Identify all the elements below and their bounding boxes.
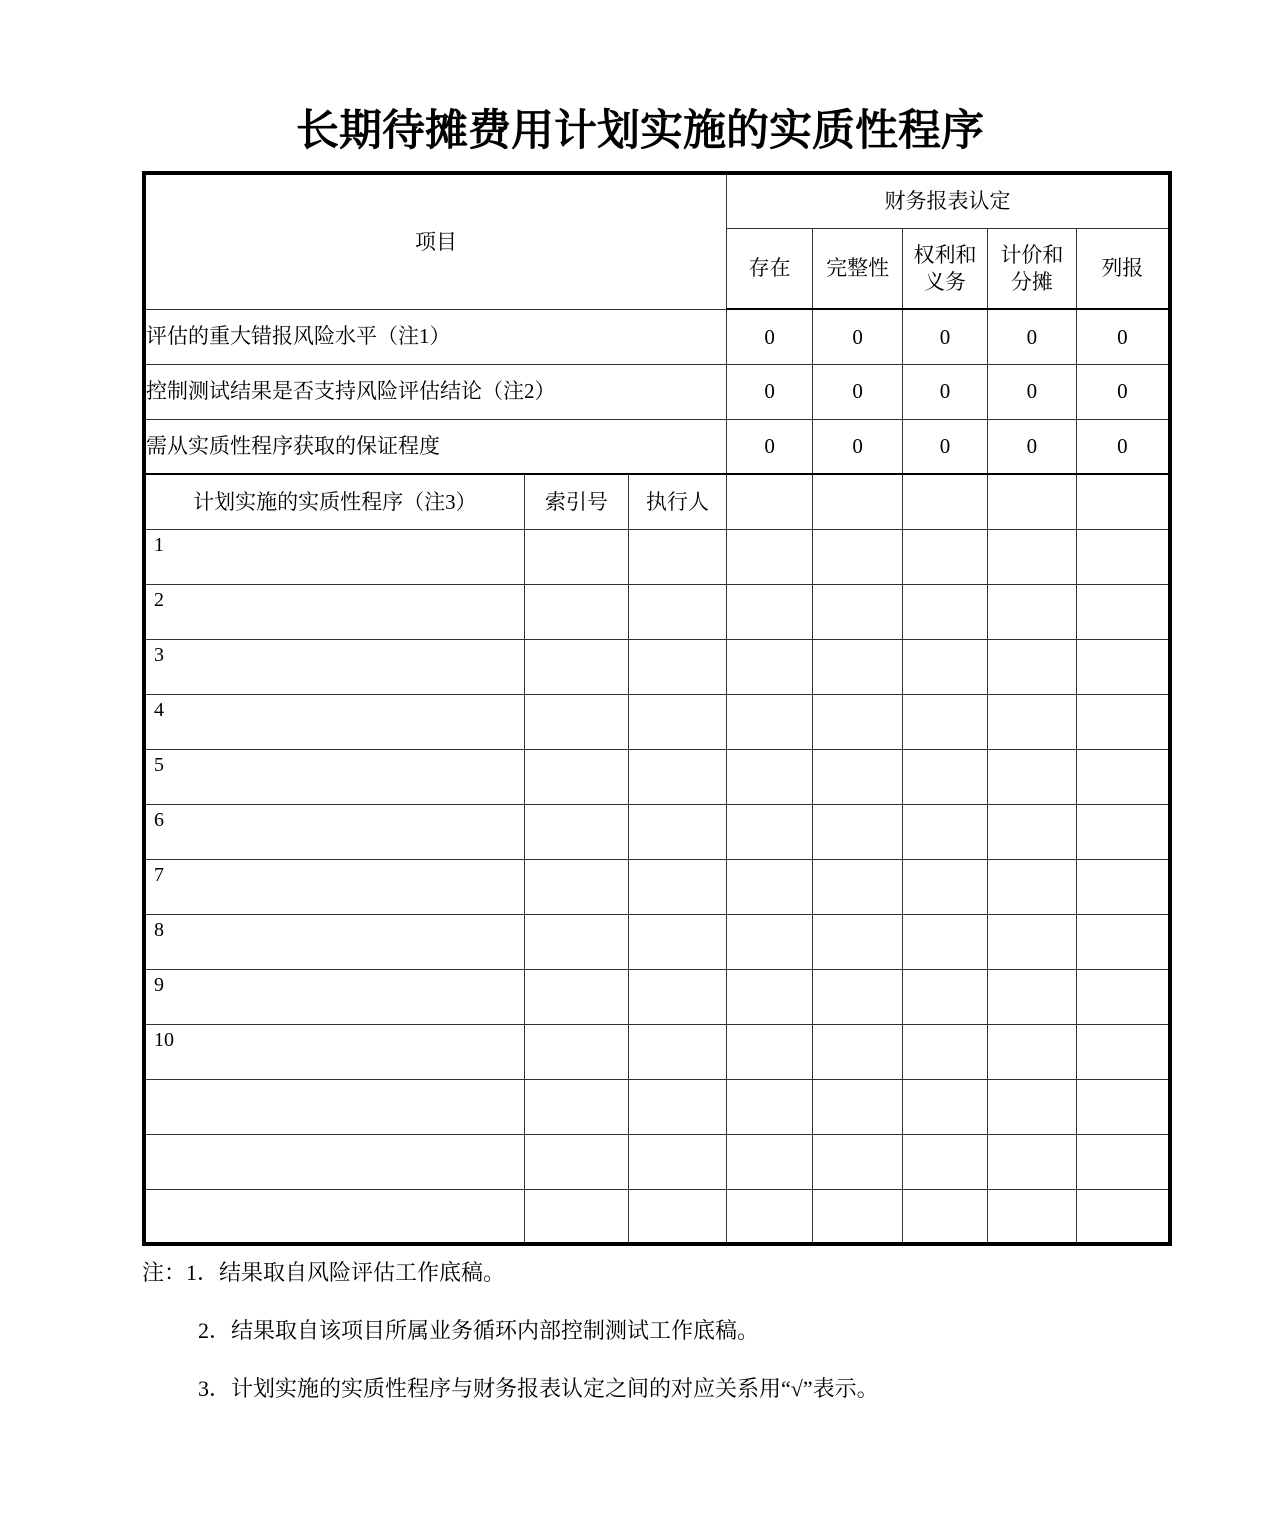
table-row	[144, 859, 1170, 914]
cell-assertion[interactable]	[902, 804, 987, 859]
procedure-number[interactable]: 2	[144, 584, 524, 639]
cell-assertion[interactable]	[902, 584, 987, 639]
cell-assertion[interactable]	[813, 1079, 903, 1134]
cell-value[interactable]: 0	[726, 419, 812, 474]
cell-assertion[interactable]	[813, 639, 903, 694]
cell-assertion[interactable]	[1076, 969, 1170, 1024]
cell-value[interactable]: 0	[988, 309, 1076, 364]
procedure-number[interactable]	[144, 1189, 524, 1244]
cell-value[interactable]: 0	[726, 309, 812, 364]
procedure-number[interactable]: 10	[144, 1024, 524, 1079]
row-label-control-test-supports-risk: 控制测试结果是否支持风险评估结论（注2）	[144, 364, 726, 419]
cell-value[interactable]: 0	[813, 419, 903, 474]
table-row	[144, 1079, 1170, 1134]
cell-assertion[interactable]	[988, 804, 1076, 859]
cell-value[interactable]: 0	[902, 419, 987, 474]
cell-assertion[interactable]	[813, 804, 903, 859]
cell-assertion[interactable]	[1076, 1079, 1170, 1134]
row-label-assessed-risk-level: 评估的重大错报风险水平（注1）	[144, 309, 726, 364]
cell-assertion[interactable]	[988, 529, 1076, 584]
cell-assertion[interactable]	[1076, 584, 1170, 639]
subheader-planned-procedures-label: 计划实施的实质性程序（注3）	[144, 474, 524, 529]
table-row	[144, 419, 1170, 474]
cell-assertion[interactable]	[1076, 859, 1170, 914]
cell-assertion[interactable]	[813, 1189, 903, 1244]
cell-assertion[interactable]	[988, 1024, 1076, 1079]
procedure-number[interactable]: 9	[144, 969, 524, 1024]
cell-executor[interactable]	[629, 584, 727, 639]
cell-assertion[interactable]	[988, 694, 1076, 749]
table-row	[144, 804, 1170, 859]
notes-section	[142, 1262, 1202, 1436]
cell-assertion[interactable]	[1076, 804, 1170, 859]
header-assertion-valuation-allocation-line2: 分摊	[1010, 269, 1053, 294]
cell-assertion[interactable]	[726, 1189, 812, 1244]
cell-assertion[interactable]	[1076, 529, 1170, 584]
cell-assertion[interactable]	[1076, 639, 1170, 694]
cell-empty[interactable]	[988, 474, 1076, 529]
table-row	[144, 1134, 1170, 1189]
table-row	[144, 694, 1170, 749]
table-row	[144, 969, 1170, 1024]
table-row	[144, 639, 1170, 694]
cell-index-no[interactable]	[524, 694, 628, 749]
cell-executor[interactable]	[629, 749, 727, 804]
cell-index-no[interactable]	[524, 1134, 628, 1189]
cell-value[interactable]: 0	[726, 364, 812, 419]
procedure-number[interactable]: 6	[144, 804, 524, 859]
table-row	[144, 364, 1170, 419]
cell-assertion[interactable]	[726, 749, 812, 804]
cell-index-no[interactable]	[524, 529, 628, 584]
table-row	[144, 529, 1170, 584]
cell-assertion[interactable]	[988, 639, 1076, 694]
cell-assertion[interactable]	[902, 694, 987, 749]
procedure-number[interactable]: 4	[144, 694, 524, 749]
cell-value[interactable]: 0	[902, 309, 987, 364]
cell-executor[interactable]	[629, 804, 727, 859]
header-assertions-group-label: 财务报表认定	[726, 173, 1170, 229]
cell-assertion[interactable]	[726, 639, 812, 694]
procedure-number[interactable]: 8	[144, 914, 524, 969]
cell-executor[interactable]	[629, 1079, 727, 1134]
cell-executor[interactable]	[629, 1189, 727, 1244]
cell-assertion[interactable]	[726, 584, 812, 639]
cell-executor[interactable]	[629, 639, 727, 694]
header-assertion-rights-obligations	[902, 229, 987, 310]
cell-assertion[interactable]	[988, 859, 1076, 914]
header-assertion-completeness: 完整性	[813, 229, 903, 310]
cell-assertion[interactable]	[726, 694, 812, 749]
cell-assertion[interactable]	[902, 749, 987, 804]
cell-executor[interactable]	[629, 1024, 727, 1079]
procedures-subheader-row	[144, 474, 1170, 529]
cell-assertion[interactable]	[902, 1024, 987, 1079]
cell-index-no[interactable]	[524, 584, 628, 639]
cell-value[interactable]: 0	[1076, 364, 1170, 419]
row-label-assurance-from-substantive: 需从实质性程序获取的保证程度	[144, 419, 726, 474]
substantive-procedures-table	[142, 171, 1172, 1246]
cell-value[interactable]: 0	[1076, 309, 1170, 364]
procedure-number[interactable]	[144, 1134, 524, 1189]
cell-assertion[interactable]	[813, 584, 903, 639]
header-assertion-rights-obligations-line2: 义务	[924, 269, 966, 294]
cell-executor[interactable]	[629, 529, 727, 584]
cell-assertion[interactable]	[1076, 749, 1170, 804]
cell-executor[interactable]	[629, 969, 727, 1024]
cell-empty[interactable]	[813, 474, 903, 529]
cell-assertion[interactable]	[813, 914, 903, 969]
cell-value[interactable]: 0	[813, 364, 903, 419]
cell-empty[interactable]	[1076, 474, 1170, 529]
cell-index-no[interactable]	[524, 1189, 628, 1244]
cell-assertion[interactable]	[902, 859, 987, 914]
procedure-number[interactable]: 5	[144, 749, 524, 804]
cell-executor[interactable]	[629, 1134, 727, 1189]
cell-executor[interactable]	[629, 914, 727, 969]
cell-value[interactable]: 0	[813, 309, 903, 364]
cell-assertion[interactable]	[726, 1079, 812, 1134]
cell-assertion[interactable]	[902, 1189, 987, 1244]
cell-assertion[interactable]	[813, 859, 903, 914]
cell-assertion[interactable]	[726, 529, 812, 584]
cell-assertion[interactable]	[902, 639, 987, 694]
cell-assertion[interactable]	[902, 529, 987, 584]
cell-assertion[interactable]	[813, 749, 903, 804]
cell-assertion[interactable]	[813, 969, 903, 1024]
cell-assertion[interactable]	[1076, 694, 1170, 749]
cell-empty[interactable]	[726, 474, 812, 529]
procedure-number[interactable]	[144, 1079, 524, 1134]
header-assertion-valuation-allocation	[988, 229, 1076, 310]
cell-assertion[interactable]	[988, 914, 1076, 969]
cell-executor[interactable]	[629, 694, 727, 749]
cell-assertion[interactable]	[902, 969, 987, 1024]
subheader-executor-label: 执行人	[629, 474, 727, 529]
cell-assertion[interactable]	[1076, 1189, 1170, 1244]
page-title: 长期待摊费用计划实施的实质性程序	[296, 107, 984, 155]
note-3: 3．计划实施的实质性程序与财务报表认定之间的对应关系用“√”表示。	[198, 1376, 879, 1401]
procedure-number[interactable]: 1	[144, 529, 524, 584]
cell-index-no[interactable]	[524, 749, 628, 804]
cell-executor[interactable]	[629, 859, 727, 914]
table-row	[144, 914, 1170, 969]
table-row	[144, 584, 1170, 639]
cell-assertion[interactable]	[988, 1134, 1076, 1189]
cell-empty[interactable]	[902, 474, 987, 529]
cell-index-no[interactable]	[524, 859, 628, 914]
cell-assertion[interactable]	[726, 804, 812, 859]
cell-assertion[interactable]	[726, 914, 812, 969]
table-row	[144, 1024, 1170, 1079]
cell-assertion[interactable]	[988, 1189, 1076, 1244]
table-row	[144, 749, 1170, 804]
cell-assertion[interactable]	[988, 969, 1076, 1024]
cell-index-no[interactable]	[524, 1024, 628, 1079]
cell-index-no[interactable]	[524, 804, 628, 859]
cell-assertion[interactable]	[813, 529, 903, 584]
cell-assertion[interactable]	[726, 859, 812, 914]
cell-assertion[interactable]	[988, 584, 1076, 639]
cell-index-no[interactable]	[524, 1079, 628, 1134]
cell-assertion[interactable]	[813, 694, 903, 749]
cell-value[interactable]: 0	[988, 364, 1076, 419]
table-row	[144, 309, 1170, 364]
cell-assertion[interactable]	[902, 1134, 987, 1189]
cell-assertion[interactable]	[1076, 1024, 1170, 1079]
cell-value[interactable]: 0	[988, 419, 1076, 474]
cell-assertion[interactable]	[902, 1079, 987, 1134]
cell-assertion[interactable]	[1076, 914, 1170, 969]
subheader-index-no-label: 索引号	[524, 474, 628, 529]
cell-assertion[interactable]	[1076, 1134, 1170, 1189]
header-assertion-valuation-allocation-line1: 计价和	[1000, 243, 1064, 268]
cell-assertion[interactable]	[726, 969, 812, 1024]
cell-assertion[interactable]	[988, 1079, 1076, 1134]
cell-assertion[interactable]	[902, 914, 987, 969]
procedure-number[interactable]: 3	[144, 639, 524, 694]
cell-assertion[interactable]	[726, 1024, 812, 1079]
cell-index-no[interactable]	[524, 914, 628, 969]
cell-index-no[interactable]	[524, 969, 628, 1024]
header-assertion-presentation: 列报	[1076, 229, 1170, 310]
note-2: 2．结果取自该项目所属业务循环内部控制测试工作底稿。	[198, 1318, 760, 1343]
cell-value[interactable]: 0	[902, 364, 987, 419]
table-header-row-group	[144, 173, 1170, 229]
cell-value[interactable]: 0	[1076, 419, 1170, 474]
header-assertion-existence: 存在	[726, 229, 812, 310]
cell-assertion[interactable]	[988, 749, 1076, 804]
cell-index-no[interactable]	[524, 639, 628, 694]
procedure-number[interactable]: 7	[144, 859, 524, 914]
cell-assertion[interactable]	[813, 1024, 903, 1079]
note-1: 注：1．结果取自风险评估工作底稿。	[142, 1260, 506, 1285]
cell-assertion[interactable]	[813, 1134, 903, 1189]
header-item-label: 项目	[144, 173, 726, 309]
cell-assertion[interactable]	[726, 1134, 812, 1189]
table-row	[144, 1189, 1170, 1244]
header-assertion-rights-obligations-line1: 权利和	[913, 243, 977, 268]
